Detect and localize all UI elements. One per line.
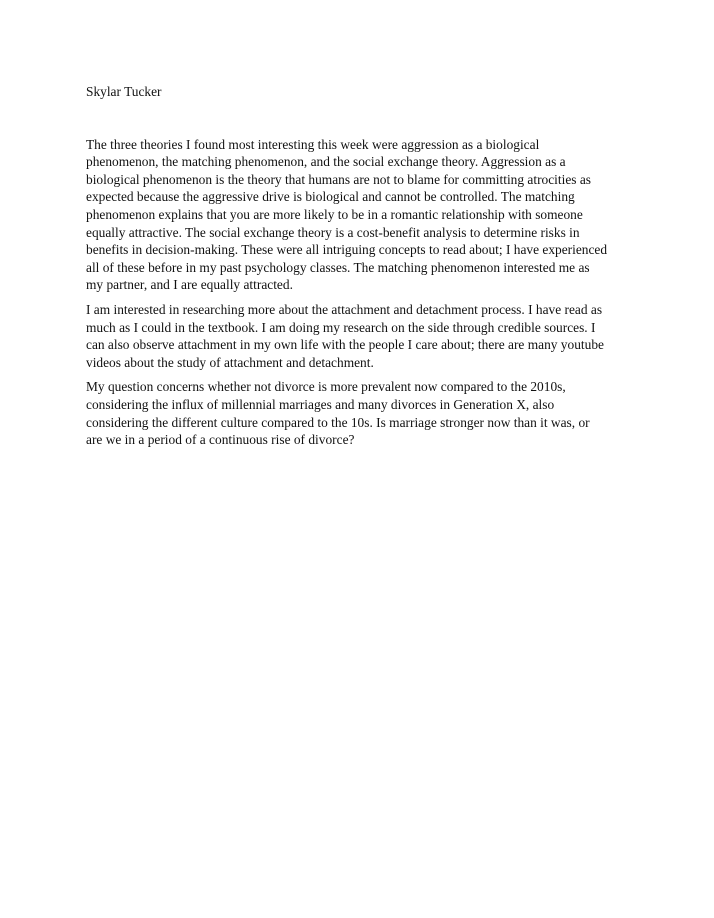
paragraph-2 bbox=[86, 301, 642, 371]
text-line: videos about the study of attachment and detachment. bbox=[86, 354, 374, 370]
text-line: all of these before in my past psychology classes. The matching phenomenon interested me as bbox=[86, 259, 590, 275]
text-line: considering the different culture compared to the 10s. Is marriage stronger now than it was, or bbox=[86, 414, 590, 430]
text-line: phenomenon explains that you are more likely to be in a romantic relationship with someone bbox=[86, 206, 583, 222]
text-line: My question concerns whether not divorce is more prevalent now compared to the 2010s, bbox=[86, 379, 566, 395]
text-line: The three theories I found most interesting this week were aggression as a biological bbox=[86, 136, 540, 152]
text-line: phenomenon, the matching phenomenon, and the social exchange theory. Aggression as a bbox=[86, 154, 566, 170]
document-body bbox=[86, 83, 642, 456]
text-line: biological phenomenon is the theory that humans are not to blame for committing atrocities as bbox=[86, 171, 591, 187]
text-line: expected because the aggressive drive is biological and cannot be controlled. The matching bbox=[86, 189, 575, 205]
text-line: much as I could in the textbook. I am doing my research on the side through credible sources. I bbox=[86, 319, 596, 335]
text-line: my partner, and I are equally attracted. bbox=[86, 277, 293, 293]
text-line: I am interested in researching more about the attachment and detachment process. I have read as bbox=[86, 301, 603, 317]
text-line: can also observe attachment in my own life with the people I care about; there are many youtube bbox=[86, 337, 604, 353]
text-line: are we in a period of a continuous rise of divorce? bbox=[86, 432, 355, 448]
author-name: Skylar Tucker bbox=[86, 84, 162, 99]
paragraph-3 bbox=[86, 378, 642, 448]
text-line: equally attractive. The social exchange theory is a cost-benefit analysis to determine risks in bbox=[86, 224, 580, 240]
text-line: benefits in decision-making. These were all intriguing concepts to read about; I have experienced bbox=[86, 242, 608, 258]
text-line: considering the influx of millennial marriages and many divorces in Generation X, also bbox=[86, 396, 555, 412]
paragraph-1 bbox=[86, 136, 642, 294]
